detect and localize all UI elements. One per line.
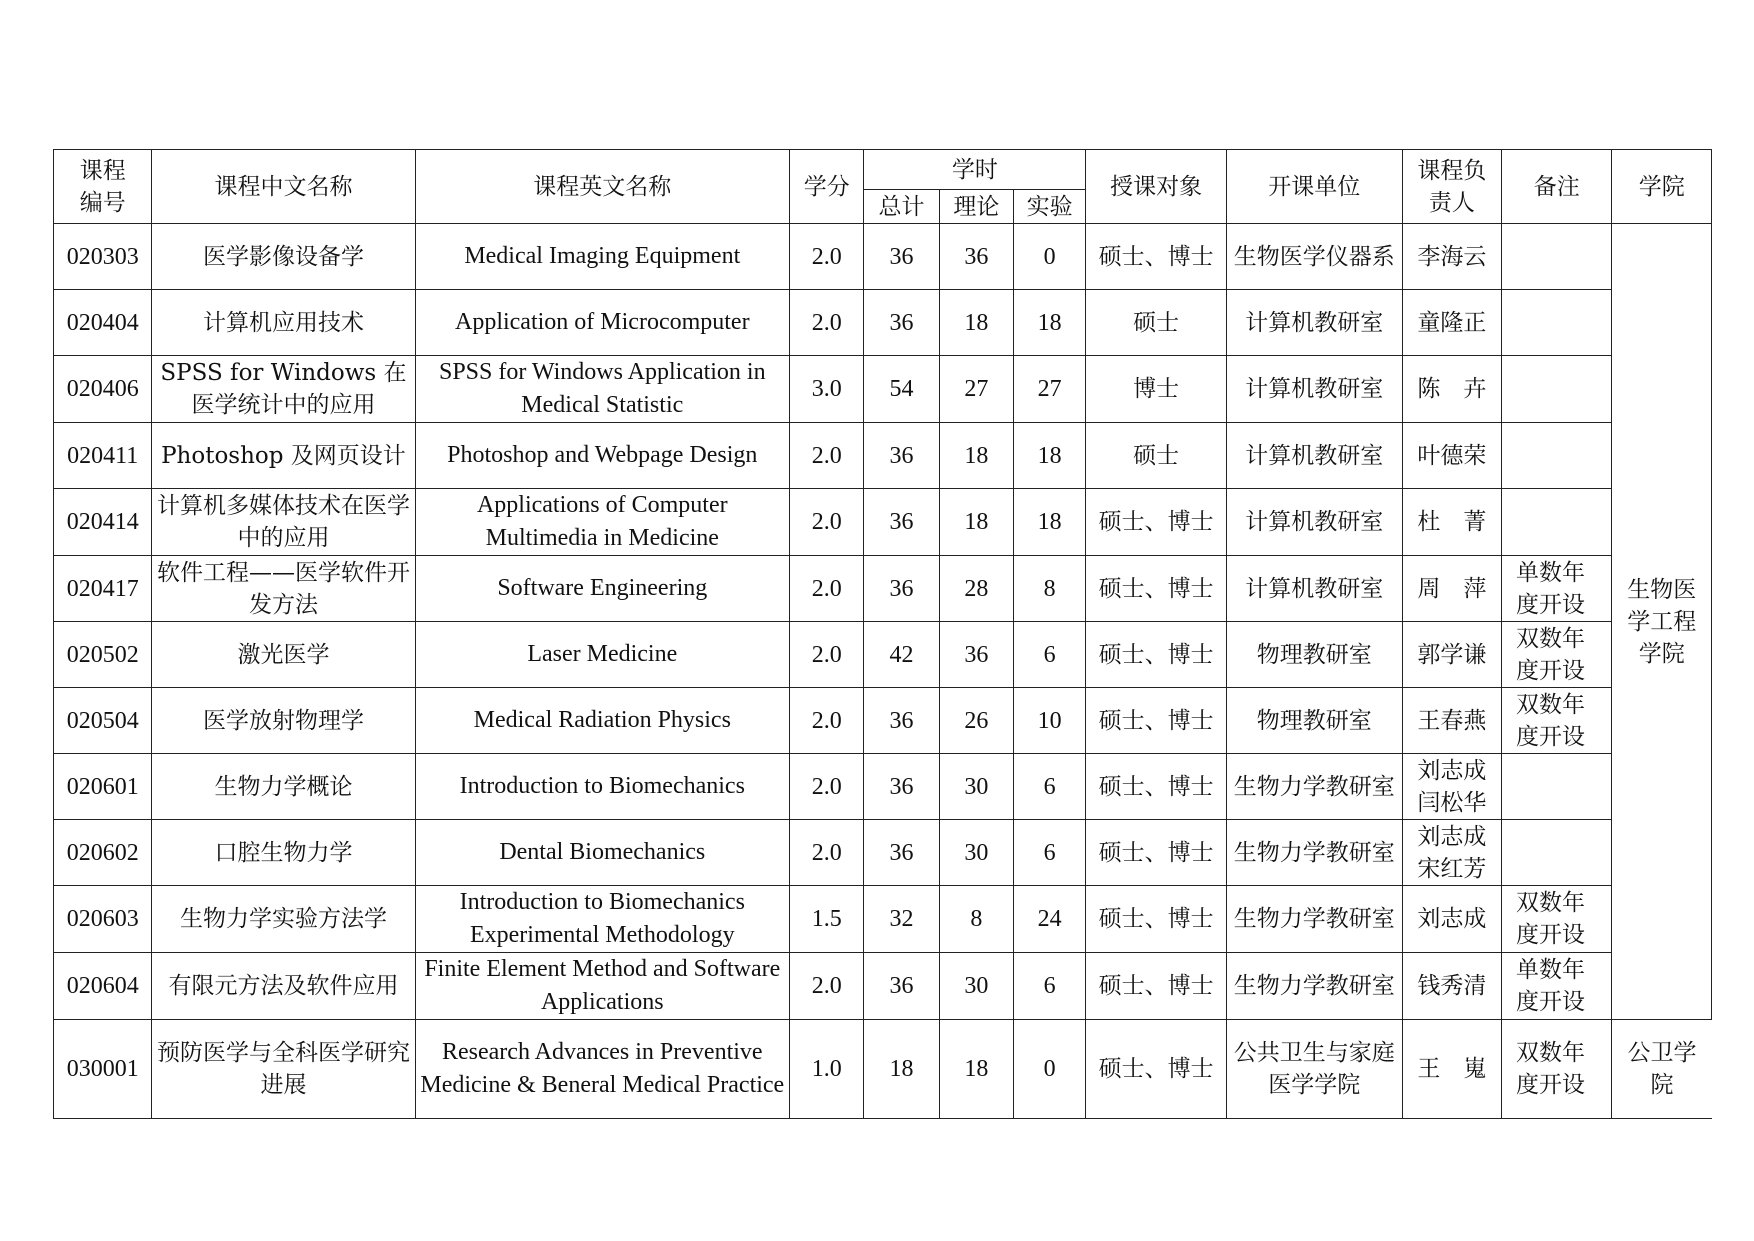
audience-cell: 硕士、博士 [1086, 953, 1227, 1020]
instructor-cell: 刘志成 宋红芳 [1402, 820, 1501, 886]
course-name-en-cell: SPSS for Windows Application in Medical Statistic [415, 356, 790, 423]
header-audience: 授课对象 [1086, 150, 1227, 224]
audience-cell: 硕士、博士 [1086, 489, 1227, 556]
hours-theory-cell: 26 [939, 688, 1013, 754]
course-name-en-cell: Introduction to Biomechanics [415, 754, 790, 820]
course-no-cell: 020502 [54, 622, 152, 688]
hours-lab-cell: 8 [1014, 556, 1086, 622]
course-name-en-cell: Medical Imaging Equipment [415, 224, 790, 290]
department-cell: 生物力学教研室 [1226, 820, 1402, 886]
hours-total-cell: 36 [864, 290, 939, 356]
hours-lab-cell: 27 [1014, 356, 1086, 423]
remark-cell: 双数年度开设 [1502, 1020, 1612, 1119]
remark-cell [1502, 290, 1612, 356]
instructor-cell: 王春燕 [1402, 688, 1501, 754]
instructor-cell: 刘志成 [1402, 886, 1501, 953]
credits-cell: 3.0 [790, 356, 864, 423]
remark-cell [1502, 224, 1612, 290]
table-row [54, 224, 1712, 290]
course-name-cn-cell: 生物力学实验方法学 [152, 886, 415, 953]
credits-cell: 2.0 [790, 820, 864, 886]
course-no-cell: 020602 [54, 820, 152, 886]
course-name-en-cell: Photoshop and Webpage Design [415, 423, 790, 489]
hours-lab-cell: 6 [1014, 754, 1086, 820]
audience-cell: 硕士、博士 [1086, 820, 1227, 886]
credits-cell: 2.0 [790, 290, 864, 356]
hours-lab-cell: 18 [1014, 489, 1086, 556]
course-name-cn-cell: 口腔生物力学 [152, 820, 415, 886]
table-body [54, 224, 1712, 1119]
department-cell: 计算机教研室 [1226, 290, 1402, 356]
course-name-cn-cell: SPSS for Windows 在医学统计中的应用 [152, 356, 415, 423]
hours-theory-cell: 27 [939, 356, 1013, 423]
remark-cell [1502, 489, 1612, 556]
hours-total-cell: 54 [864, 356, 939, 423]
course-name-en-cell: Software Engineering [415, 556, 790, 622]
hours-total-cell: 18 [864, 1020, 939, 1119]
remark-cell: 双数年度开设 [1502, 688, 1612, 754]
hours-lab-cell: 6 [1014, 622, 1086, 688]
college-cell: 公卫学院 [1612, 1020, 1712, 1119]
course-name-cn-cell: 计算机应用技术 [152, 290, 415, 356]
course-name-cn-cell: 医学放射物理学 [152, 688, 415, 754]
instructor-cell: 叶德荣 [1402, 423, 1501, 489]
credits-cell: 2.0 [790, 622, 864, 688]
header-hours-lab: 实验 [1014, 190, 1086, 224]
course-no-cell: 020601 [54, 754, 152, 820]
hours-theory-cell: 18 [939, 1020, 1013, 1119]
header-name-cn: 课程中文名称 [152, 150, 415, 224]
remark-cell [1502, 754, 1612, 820]
hours-theory-cell: 30 [939, 953, 1013, 1020]
hours-lab-cell: 18 [1014, 290, 1086, 356]
table-row [54, 556, 1712, 622]
course-name-cn-cell: 有限元方法及软件应用 [152, 953, 415, 1020]
hours-lab-cell: 0 [1014, 1020, 1086, 1119]
hours-total-cell: 42 [864, 622, 939, 688]
course-table [53, 149, 1712, 1119]
header-credits: 学分 [790, 150, 864, 224]
course-no-cell: 020604 [54, 953, 152, 1020]
credits-cell: 2.0 [790, 224, 864, 290]
course-name-en-cell: Research Advances in Preventive Medicine & Beneral Medical Practice [415, 1020, 790, 1119]
table-row [54, 290, 1712, 356]
department-cell: 公共卫生与家庭医学学院 [1226, 1020, 1402, 1119]
college-cell: 生物医学工程学院 [1612, 224, 1712, 1020]
hours-total-cell: 36 [864, 423, 939, 489]
course-no-cell: 020603 [54, 886, 152, 953]
instructor-cell: 钱秀清 [1402, 953, 1501, 1020]
instructor-cell: 陈 卉 [1402, 356, 1501, 423]
hours-theory-cell: 18 [939, 423, 1013, 489]
hours-theory-cell: 30 [939, 754, 1013, 820]
credits-cell: 1.5 [790, 886, 864, 953]
credits-cell: 2.0 [790, 489, 864, 556]
table-row [54, 1020, 1712, 1119]
credits-cell: 2.0 [790, 754, 864, 820]
audience-cell: 硕士、博士 [1086, 556, 1227, 622]
table-row [54, 754, 1712, 820]
hours-lab-cell: 0 [1014, 224, 1086, 290]
course-name-cn-cell: 医学影像设备学 [152, 224, 415, 290]
audience-cell: 博士 [1086, 356, 1227, 423]
course-name-en-cell: Introduction to Biomechanics Experimental Methodology [415, 886, 790, 953]
hours-total-cell: 36 [864, 820, 939, 886]
instructor-cell: 郭学谦 [1402, 622, 1501, 688]
course-name-en-cell: Dental Biomechanics [415, 820, 790, 886]
course-no-cell: 030001 [54, 1020, 152, 1119]
instructor-cell: 周 萍 [1402, 556, 1501, 622]
audience-cell: 硕士、博士 [1086, 1020, 1227, 1119]
instructor-cell: 王 嵬 [1402, 1020, 1501, 1119]
course-name-en-cell: Finite Element Method and Software Applications [415, 953, 790, 1020]
audience-cell: 硕士 [1086, 290, 1227, 356]
course-name-en-cell: Laser Medicine [415, 622, 790, 688]
hours-total-cell: 36 [864, 556, 939, 622]
hours-theory-cell: 30 [939, 820, 1013, 886]
table-row [54, 489, 1712, 556]
credits-cell: 2.0 [790, 423, 864, 489]
table-row [54, 622, 1712, 688]
department-cell: 计算机教研室 [1226, 556, 1402, 622]
department-cell: 生物力学教研室 [1226, 953, 1402, 1020]
audience-cell: 硕士、博士 [1086, 688, 1227, 754]
hours-theory-cell: 36 [939, 224, 1013, 290]
instructor-cell: 杜 菁 [1402, 489, 1501, 556]
header-hours: 学时 [864, 150, 1086, 190]
audience-cell: 硕士、博士 [1086, 886, 1227, 953]
instructor-cell: 童隆正 [1402, 290, 1501, 356]
hours-total-cell: 36 [864, 754, 939, 820]
hours-lab-cell: 24 [1014, 886, 1086, 953]
header-course-no: 课程 编号 [54, 150, 152, 224]
course-name-en-cell: Medical Radiation Physics [415, 688, 790, 754]
credits-cell: 2.0 [790, 688, 864, 754]
table-row [54, 886, 1712, 953]
credits-cell: 2.0 [790, 953, 864, 1020]
course-no-cell: 020417 [54, 556, 152, 622]
table-row [54, 423, 1712, 489]
department-cell: 生物医学仪器系 [1226, 224, 1402, 290]
audience-cell: 硕士 [1086, 423, 1227, 489]
remark-cell [1502, 820, 1612, 886]
remark-cell [1502, 423, 1612, 489]
hours-theory-cell: 28 [939, 556, 1013, 622]
header-department: 开课单位 [1226, 150, 1402, 224]
hours-theory-cell: 36 [939, 622, 1013, 688]
department-cell: 计算机教研室 [1226, 423, 1402, 489]
department-cell: 计算机教研室 [1226, 489, 1402, 556]
header-hours-theory: 理论 [939, 190, 1013, 224]
hours-theory-cell: 18 [939, 489, 1013, 556]
remark-cell [1502, 356, 1612, 423]
hours-lab-cell: 18 [1014, 423, 1086, 489]
header-college: 学院 [1612, 150, 1712, 224]
department-cell: 生物力学教研室 [1226, 754, 1402, 820]
table-row [54, 820, 1712, 886]
course-name-cn-cell: 计算机多媒体技术在医学中的应用 [152, 489, 415, 556]
hours-total-cell: 36 [864, 489, 939, 556]
hours-total-cell: 32 [864, 886, 939, 953]
instructor-cell: 李海云 [1402, 224, 1501, 290]
course-name-cn-cell: Photoshop 及网页设计 [152, 423, 415, 489]
instructor-cell: 刘志成 闫松华 [1402, 754, 1501, 820]
audience-cell: 硕士、博士 [1086, 622, 1227, 688]
credits-cell: 2.0 [790, 556, 864, 622]
remark-cell: 双数年度开设 [1502, 622, 1612, 688]
header-hours-total: 总计 [864, 190, 939, 224]
course-name-cn-cell: 预防医学与全科医学研究进展 [152, 1020, 415, 1119]
table-row [54, 688, 1712, 754]
hours-lab-cell: 10 [1014, 688, 1086, 754]
table-header-row [54, 150, 1712, 190]
course-name-cn-cell: 生物力学概论 [152, 754, 415, 820]
course-no-cell: 020504 [54, 688, 152, 754]
hours-total-cell: 36 [864, 224, 939, 290]
department-cell: 物理教研室 [1226, 688, 1402, 754]
audience-cell: 硕士、博士 [1086, 224, 1227, 290]
header-remarks: 备注 [1502, 150, 1612, 224]
course-no-cell: 020411 [54, 423, 152, 489]
hours-lab-cell: 6 [1014, 953, 1086, 1020]
department-cell: 计算机教研室 [1226, 356, 1402, 423]
course-no-cell: 020303 [54, 224, 152, 290]
remark-cell: 双数年度开设 [1502, 886, 1612, 953]
hours-theory-cell: 8 [939, 886, 1013, 953]
course-name-cn-cell: 软件工程——医学软件开发方法 [152, 556, 415, 622]
course-no-cell: 020414 [54, 489, 152, 556]
course-name-en-cell: Applications of Computer Multimedia in Medicine [415, 489, 790, 556]
remark-cell: 单数年度开设 [1502, 953, 1612, 1020]
course-name-en-cell: Application of Microcomputer [415, 290, 790, 356]
hours-total-cell: 36 [864, 688, 939, 754]
audience-cell: 硕士、博士 [1086, 754, 1227, 820]
course-name-cn-cell: 激光医学 [152, 622, 415, 688]
hours-lab-cell: 6 [1014, 820, 1086, 886]
table-row [54, 953, 1712, 1020]
remark-cell: 单数年度开设 [1502, 556, 1612, 622]
credits-cell: 1.0 [790, 1020, 864, 1119]
hours-theory-cell: 18 [939, 290, 1013, 356]
course-no-cell: 020404 [54, 290, 152, 356]
table-row [54, 356, 1712, 423]
course-no-cell: 020406 [54, 356, 152, 423]
header-name-en: 课程英文名称 [415, 150, 790, 224]
department-cell: 物理教研室 [1226, 622, 1402, 688]
header-instructor: 课程负 责人 [1402, 150, 1501, 224]
department-cell: 生物力学教研室 [1226, 886, 1402, 953]
hours-total-cell: 36 [864, 953, 939, 1020]
